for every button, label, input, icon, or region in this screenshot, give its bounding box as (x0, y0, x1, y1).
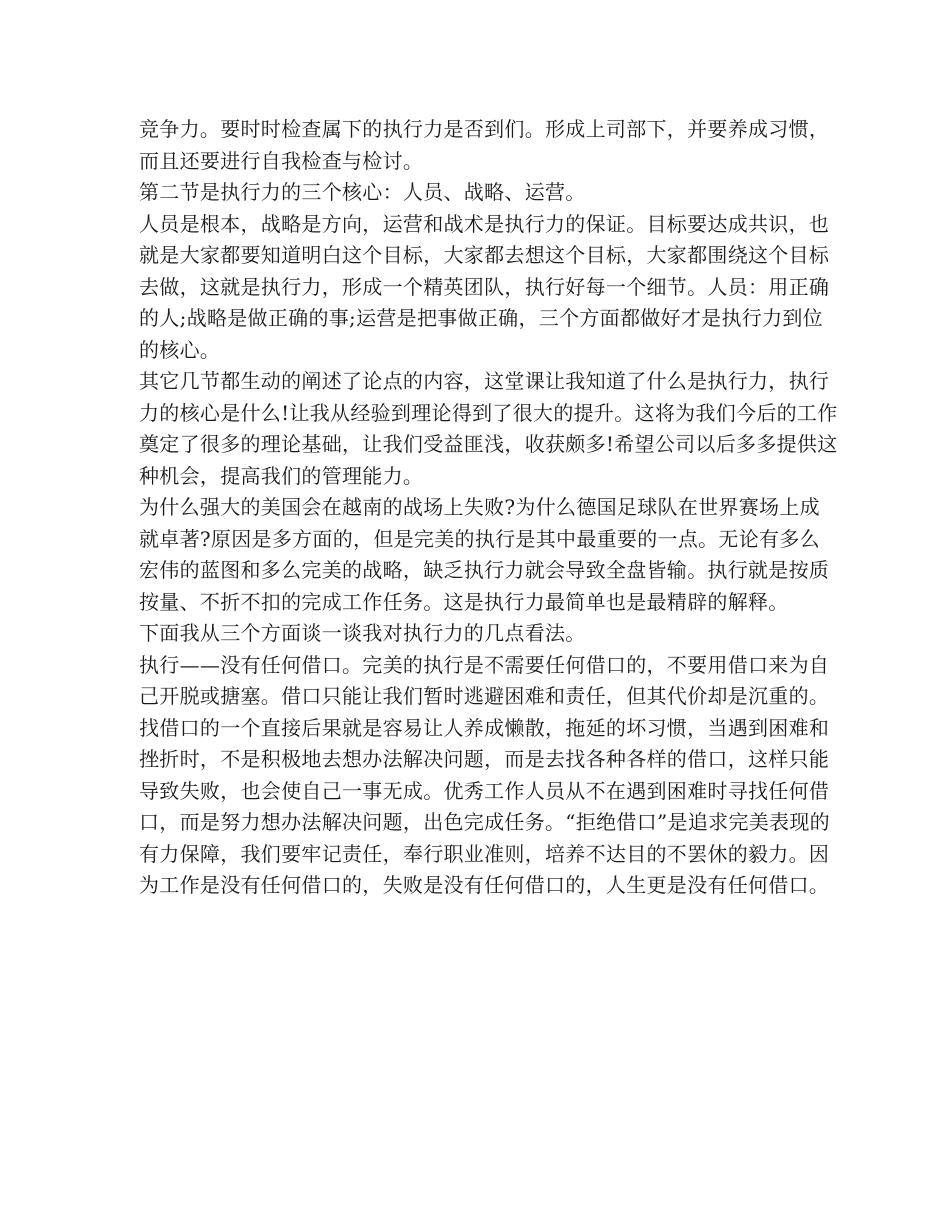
document-body (139, 114, 839, 902)
paragraph-5: 为什么强大的美国会在越南的战场上失败?为什么德国足球队在世界赛场上成就卓著?原因是多方面的，但是完美的执行是其中最重要的一点。无论有多么宏伟的蓝图和多么完美的战略，缺乏执行力就会导致全盘皆输。执行就是按质按量、不折不扣的完成工作任务。这是执行力最简单也是最精辟的解释。 (139, 495, 830, 614)
paragraph-2: 第二节是执行力的三个核心：人员、战略、运营。 (139, 180, 586, 204)
paragraph-4: 其它几节都生动的阐述了论点的内容，这堂课让我知道了什么是执行力，执行力的核心是什么!让我从经验到理论得到了很大的提升。这将为我们今后的工作奠定了很多的理论基础，让我们受益匪浅，收获颇多!希望公司以后多多提供这种机会，提高我们的管理能力。 (139, 369, 838, 488)
paragraph-1: 竞争力。要时时检查属下的执行力是否到们。形成上司部下，并要养成习惯，而且还要进行自我检查与检讨。 (139, 117, 830, 173)
paragraph-6: 下面我从三个方面谈一谈我对执行力的几点看法。 (139, 621, 586, 645)
paragraph-3: 人员是根本，战略是方向，运营和战术是执行力的保证。目标要达成共识，也就是大家都要知道明白这个目标，大家都去想这个目标，大家都围绕这个目标去做，这就是执行力，形成一个精英团队，执行好每一个细节。人员：用正确的人;战略是做正确的事;运营是把事做正确，三个方面都做好才是执行力到位的核心。 (139, 211, 830, 362)
paragraph-7: 执行——没有任何借口。完美的执行是不需要任何借口的，不要用借口来为自己开脱或搪塞。借口只能让我们暂时逃避困难和责任，但其代价却是沉重的。找借口的一个直接后果就是容易让人养成懒散，拖延的坏习惯，当遇到困难和挫折时，不是积极地去想办法解决问题，而是去找各种各样的借口，这样只能导致失败，也会使自己一事无成。优秀工作人员从不在遇到困难时寻找任何借口，而是努力想办法解决问题，出色完成任务。“拒绝借口”是追求完美表现的有力保障，我们要牢记责任，奉行职业准则，培养不达目的不罢休的毅力。因为工作是没有任何借口的，失败是没有任何借口的，人生更是没有任何借口。 (139, 652, 830, 897)
